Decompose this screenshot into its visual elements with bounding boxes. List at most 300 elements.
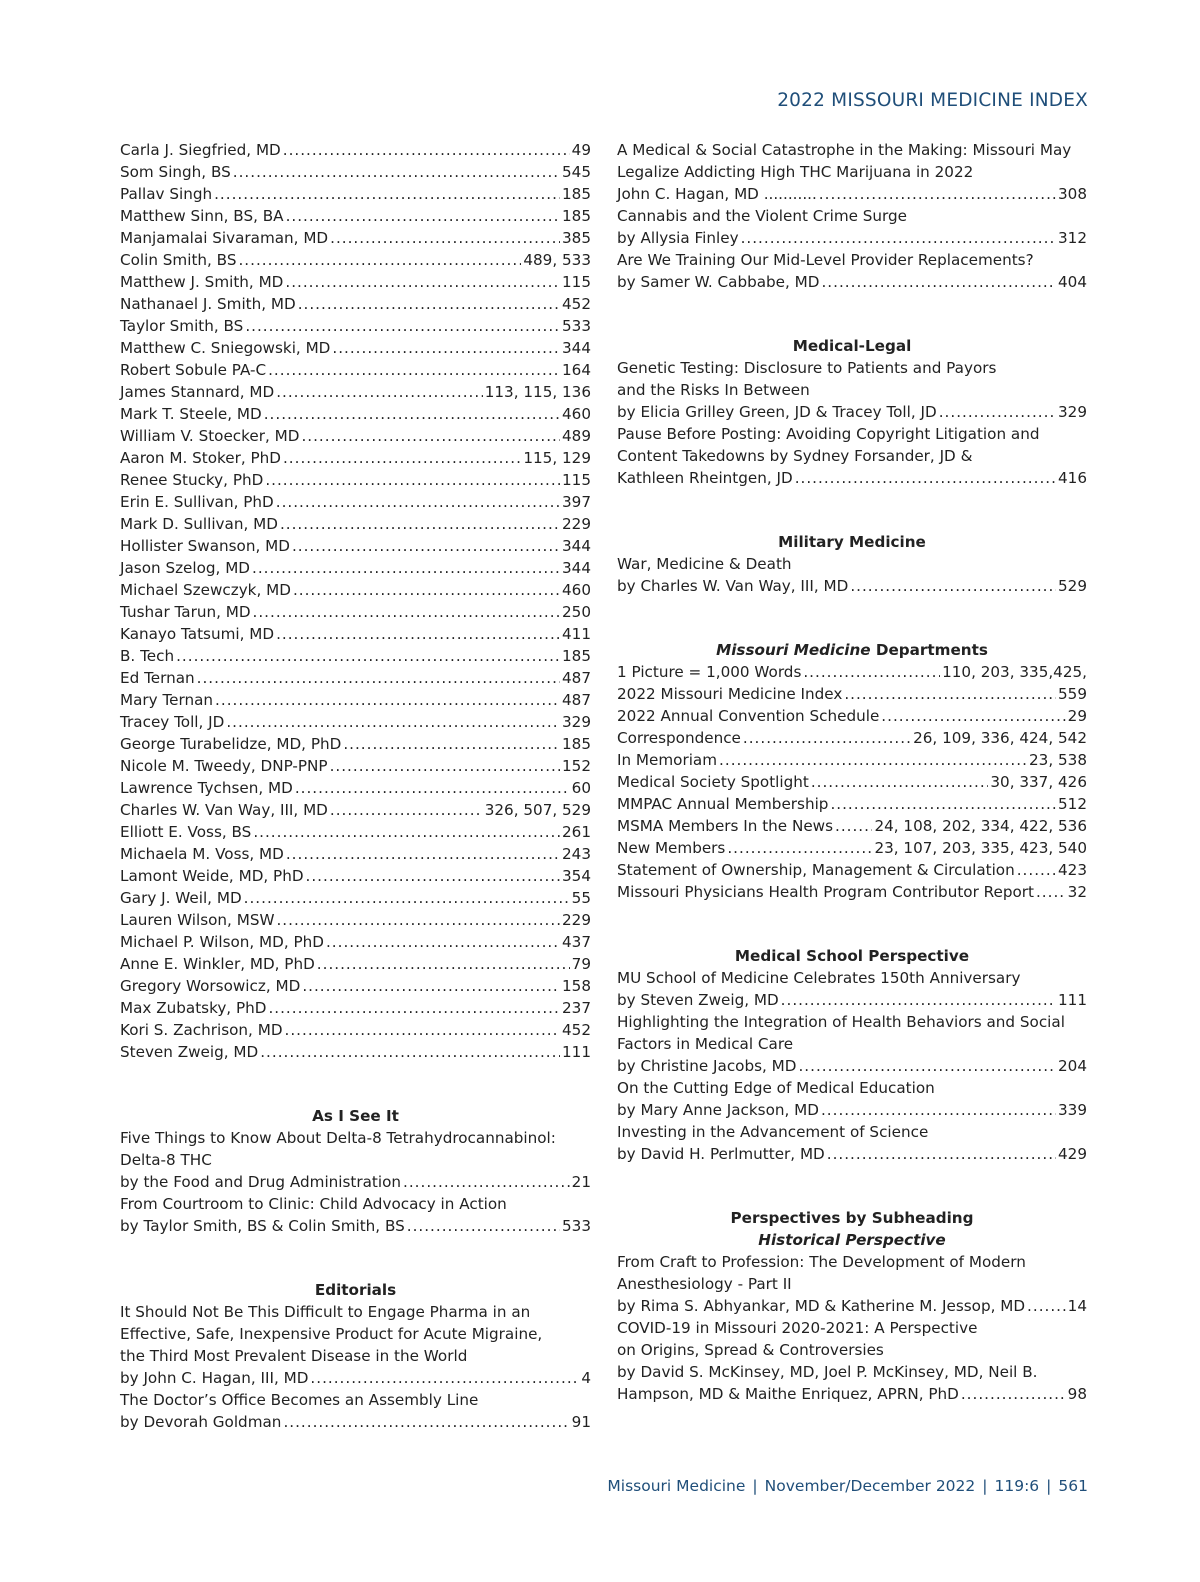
dot-leader bbox=[798, 1055, 1056, 1077]
dot-leader bbox=[827, 1143, 1056, 1165]
entry-text: Pallav Singh bbox=[120, 185, 213, 203]
page-numbers: 312 bbox=[1058, 229, 1087, 247]
page-numbers: 60 bbox=[571, 779, 591, 797]
page-numbers: 185 bbox=[562, 207, 591, 225]
author-entry bbox=[120, 667, 591, 689]
entry-text: Kanayo Tatsumi, MD bbox=[120, 625, 275, 643]
dot-leader bbox=[245, 315, 560, 337]
author-entry bbox=[120, 623, 591, 645]
entry-text: James Stannard, MD bbox=[120, 383, 275, 401]
author-entry bbox=[120, 777, 591, 799]
title-line: Investing in the Advancement of Science bbox=[617, 1123, 929, 1141]
index-entry bbox=[120, 1215, 591, 1237]
entry-text: Max Zubatsky, PhD bbox=[120, 999, 267, 1017]
entry-text: Ed Ternan bbox=[120, 669, 195, 687]
entry-text: Missouri Physicians Health Program Contributor Report bbox=[617, 883, 1034, 901]
page-numbers: 326, 507, 529 bbox=[484, 801, 591, 819]
dot-leader bbox=[301, 425, 560, 447]
page-numbers: 185 bbox=[562, 185, 591, 203]
author-entry bbox=[120, 183, 591, 205]
author-entry bbox=[120, 205, 591, 227]
dot-leader bbox=[743, 727, 911, 749]
entry-text: by Elicia Grilley Green, JD & Tracey Toll, JD bbox=[617, 403, 937, 421]
index-entry bbox=[617, 467, 1087, 489]
title-line: The Doctor’s Office Becomes an Assembly Line bbox=[120, 1391, 479, 1409]
department-entry bbox=[617, 683, 1087, 705]
entry-text: Nicole M. Tweedy, DNP-PNP bbox=[120, 757, 328, 775]
author-entry bbox=[120, 447, 591, 469]
dot-leader bbox=[253, 821, 560, 843]
dot-leader bbox=[741, 227, 1056, 249]
footer-page-number: 561 bbox=[1058, 1477, 1088, 1495]
entry-text: by John C. Hagan, III, MD bbox=[120, 1369, 309, 1387]
page-numbers: 329 bbox=[1058, 403, 1087, 421]
page-numbers: 533 bbox=[562, 1217, 591, 1235]
entry-text: Colin Smith, BS bbox=[120, 251, 237, 269]
entry-text: Kathleen Rheintgen, JD bbox=[617, 469, 793, 487]
page-numbers: 32 bbox=[1067, 883, 1087, 901]
author-entry bbox=[120, 271, 591, 293]
entry-text: 1 Picture = 1,000 Words bbox=[617, 663, 802, 681]
index-entry bbox=[617, 575, 1087, 597]
entry-text: Michael P. Wilson, MD, PhD bbox=[120, 933, 324, 951]
author-entry bbox=[120, 227, 591, 249]
page-numbers: 158 bbox=[562, 977, 591, 995]
page-numbers: 91 bbox=[571, 1413, 591, 1431]
entry-text: Statement of Ownership, Management & Circulation bbox=[617, 861, 1015, 879]
section-heading bbox=[617, 639, 1087, 661]
dot-leader bbox=[253, 601, 560, 623]
page-numbers: 489 bbox=[562, 427, 591, 445]
page-numbers: 487 bbox=[562, 691, 591, 709]
entry-text: Matthew Sinn, BS, BA bbox=[120, 207, 284, 225]
dot-leader bbox=[781, 989, 1056, 1011]
entry-text: by Mary Anne Jackson, MD bbox=[617, 1101, 819, 1119]
dot-leader bbox=[286, 843, 560, 865]
author-entry bbox=[120, 821, 591, 843]
section-heading: Editorials bbox=[314, 1281, 397, 1299]
index-entry bbox=[617, 271, 1087, 293]
section-heading: Perspectives by Subheading bbox=[730, 1209, 974, 1227]
entry-text: Tushar Tarun, MD bbox=[120, 603, 251, 621]
page-numbers: 460 bbox=[562, 405, 591, 423]
title-line: On the Cutting Edge of Medical Education bbox=[617, 1079, 935, 1097]
entry-text: by the Food and Drug Administration bbox=[120, 1173, 402, 1191]
page-numbers: 115, 129 bbox=[523, 449, 591, 467]
author-entry bbox=[120, 909, 591, 931]
page-numbers: 111 bbox=[562, 1043, 591, 1061]
entry-text: William V. Stoecker, MD bbox=[120, 427, 300, 445]
page-numbers: 354 bbox=[562, 867, 591, 885]
footer-volume: 119:6 bbox=[994, 1477, 1040, 1495]
entry-text: 2022 Annual Convention Schedule bbox=[617, 707, 880, 725]
dot-leader bbox=[343, 733, 560, 755]
title-line: A Medical & Social Catastrophe in the Making: Missouri May bbox=[617, 141, 1072, 159]
footer-issue: November/December 2022 bbox=[764, 1477, 976, 1495]
title-line: by David S. McKinsey, MD, Joel P. McKinsey, MD, Neil B. bbox=[617, 1363, 1038, 1381]
department-entry bbox=[617, 859, 1087, 881]
dot-leader bbox=[939, 401, 1056, 423]
dot-leader bbox=[306, 865, 560, 887]
dot-leader bbox=[238, 249, 521, 271]
title-line: Are We Training Our Mid-Level Provider Replacements? bbox=[617, 251, 1034, 269]
entry-text: Anne E. Winkler, MD, PhD bbox=[120, 955, 315, 973]
dot-leader bbox=[252, 557, 560, 579]
title-line: Effective, Safe, Inexpensive Product for Acute Migraine, bbox=[120, 1325, 543, 1343]
page-numbers: 229 bbox=[562, 515, 591, 533]
index-entry bbox=[617, 1295, 1087, 1317]
dot-leader bbox=[819, 183, 1056, 205]
dot-leader bbox=[330, 755, 560, 777]
dot-leader bbox=[280, 513, 560, 535]
dot-leader bbox=[302, 975, 560, 997]
department-entry bbox=[617, 727, 1087, 749]
title-line: Five Things to Know About Delta-8 Tetrahydrocannabinol: bbox=[120, 1129, 556, 1147]
page-numbers: 29 bbox=[1067, 707, 1087, 725]
page-numbers: 344 bbox=[562, 559, 591, 577]
page-numbers: 344 bbox=[562, 339, 591, 357]
index-entry bbox=[617, 989, 1087, 1011]
running-header: 2022 MISSOURI MEDICINE INDEX bbox=[777, 90, 1088, 111]
dot-leader bbox=[295, 777, 570, 799]
entry-text: Nathanael J. Smith, MD bbox=[120, 295, 296, 313]
entry-text: Medical Society Spotlight bbox=[617, 773, 809, 791]
dot-leader bbox=[298, 293, 560, 315]
entry-text: Taylor Smith, BS bbox=[120, 317, 244, 335]
page-numbers: 4 bbox=[581, 1369, 591, 1387]
department-entry bbox=[617, 661, 1087, 683]
page-numbers: 185 bbox=[562, 735, 591, 753]
author-entry bbox=[120, 469, 591, 491]
page-numbers: 423 bbox=[1058, 861, 1087, 879]
entry-text: Matthew J. Smith, MD bbox=[120, 273, 284, 291]
dot-leader bbox=[403, 1171, 570, 1193]
author-entry bbox=[120, 139, 591, 161]
dot-leader bbox=[285, 1019, 560, 1041]
author-entry bbox=[120, 381, 591, 403]
author-entry bbox=[120, 601, 591, 623]
page-numbers: 512 bbox=[1058, 795, 1087, 813]
title-line: Legalize Addicting High THC Marijuana in 2022 bbox=[617, 163, 974, 181]
entry-text: Correspondence bbox=[617, 729, 741, 747]
dot-leader bbox=[881, 705, 1065, 727]
author-entry bbox=[120, 491, 591, 513]
dot-leader bbox=[276, 491, 560, 513]
title-line: From Courtroom to Clinic: Child Advocacy in Action bbox=[120, 1195, 507, 1213]
dot-leader bbox=[850, 575, 1056, 597]
dot-leader bbox=[803, 661, 940, 683]
entry-text: Manjamalai Sivaraman, MD bbox=[120, 229, 329, 247]
dot-leader bbox=[260, 1041, 560, 1063]
page-numbers: 404 bbox=[1058, 273, 1087, 291]
index-entry bbox=[120, 1367, 591, 1389]
page-numbers: 243 bbox=[562, 845, 591, 863]
page-numbers: 229 bbox=[562, 911, 591, 929]
author-entry bbox=[120, 513, 591, 535]
page-numbers: 533 bbox=[562, 317, 591, 335]
dot-leader bbox=[268, 359, 560, 381]
entry-text: by Steven Zweig, MD bbox=[617, 991, 779, 1009]
author-entry bbox=[120, 1019, 591, 1041]
entry-text: Jason Szelog, MD bbox=[120, 559, 251, 577]
dot-leader bbox=[727, 837, 872, 859]
author-entry bbox=[120, 689, 591, 711]
dot-leader bbox=[244, 887, 570, 909]
title-line: Delta-8 THC bbox=[120, 1151, 212, 1169]
dot-leader bbox=[276, 623, 560, 645]
page-numbers: 24, 108, 202, 334, 422, 536 bbox=[874, 817, 1087, 835]
dot-leader bbox=[330, 227, 560, 249]
footer-separator: | bbox=[752, 1477, 758, 1495]
page-numbers: 250 bbox=[562, 603, 591, 621]
author-entry bbox=[120, 337, 591, 359]
title-line: Content Takedowns by Sydney Forsander, JD & bbox=[617, 447, 973, 465]
author-entry bbox=[120, 557, 591, 579]
page-numbers: 339 bbox=[1058, 1101, 1087, 1119]
page-numbers: 545 bbox=[562, 163, 591, 181]
author-entry bbox=[120, 293, 591, 315]
entry-text: Robert Sobule PA-C bbox=[120, 361, 267, 379]
author-entry bbox=[120, 403, 591, 425]
page-numbers: 344 bbox=[562, 537, 591, 555]
entry-text: Som Singh, BS bbox=[120, 163, 231, 181]
dot-leader bbox=[233, 161, 560, 183]
page-footer bbox=[607, 1477, 1088, 1495]
title-line: Factors in Medical Care bbox=[617, 1035, 794, 1053]
author-entry bbox=[120, 865, 591, 887]
dot-leader bbox=[811, 771, 989, 793]
dot-leader bbox=[407, 1215, 560, 1237]
dot-leader bbox=[310, 1367, 579, 1389]
author-entry bbox=[120, 953, 591, 975]
page-numbers: 115 bbox=[562, 273, 591, 291]
dot-leader bbox=[326, 931, 560, 953]
entry-text: Michaela M. Voss, MD bbox=[120, 845, 284, 863]
entry-text: Charles W. Van Way, III, MD bbox=[120, 801, 328, 819]
title-line: on Origins, Spread & Controversies bbox=[617, 1341, 884, 1359]
author-entry bbox=[120, 249, 591, 271]
entry-text: Matthew C. Sniegowski, MD bbox=[120, 339, 331, 357]
entry-text: Mark D. Sullivan, MD bbox=[120, 515, 278, 533]
right-column bbox=[617, 139, 1087, 1405]
department-entry bbox=[617, 815, 1087, 837]
entry-text: by David H. Perlmutter, MD bbox=[617, 1145, 825, 1163]
page-numbers: 110, 203, 335,425, bbox=[942, 663, 1087, 681]
footer-journal: Missouri Medicine bbox=[607, 1477, 746, 1495]
page-numbers: 416 bbox=[1058, 469, 1087, 487]
dot-leader bbox=[844, 683, 1056, 705]
author-entry bbox=[120, 733, 591, 755]
entry-text: Renee Stucky, PhD bbox=[120, 471, 264, 489]
page-numbers: 460 bbox=[562, 581, 591, 599]
dot-leader bbox=[821, 271, 1056, 293]
dot-leader bbox=[265, 469, 560, 491]
dot-leader bbox=[830, 793, 1056, 815]
dot-leader bbox=[276, 381, 483, 403]
dot-leader bbox=[268, 997, 560, 1019]
page-numbers: 152 bbox=[562, 757, 591, 775]
entry-text: Aaron M. Stoker, PhD bbox=[120, 449, 281, 467]
dot-leader bbox=[283, 1411, 569, 1433]
entry-text: Lawrence Tychsen, MD bbox=[120, 779, 293, 797]
department-entry bbox=[617, 837, 1087, 859]
index-entry bbox=[120, 1171, 591, 1193]
dot-leader bbox=[293, 579, 560, 601]
title-line: Pause Before Posting: Avoiding Copyright Litigation and bbox=[617, 425, 1040, 443]
entry-text: New Members bbox=[617, 839, 726, 857]
page-numbers: 98 bbox=[1067, 1385, 1087, 1403]
author-entry bbox=[120, 579, 591, 601]
index-entry bbox=[617, 227, 1087, 249]
dot-leader bbox=[215, 689, 560, 711]
entry-text: by Charles W. Van Way, III, MD bbox=[617, 577, 849, 595]
page-numbers: 237 bbox=[562, 999, 591, 1017]
dot-leader bbox=[276, 909, 560, 931]
dot-leader bbox=[264, 403, 560, 425]
entry-text: Lamont Weide, MD, PhD bbox=[120, 867, 304, 885]
title-line: War, Medicine & Death bbox=[617, 555, 792, 573]
page-numbers: 204 bbox=[1058, 1057, 1087, 1075]
index-entry bbox=[617, 1055, 1087, 1077]
page-numbers: 21 bbox=[571, 1173, 591, 1191]
department-entry bbox=[617, 881, 1087, 903]
page-numbers: 30, 337, 426 bbox=[990, 773, 1087, 791]
dot-leader bbox=[226, 711, 560, 733]
page-numbers: 55 bbox=[571, 889, 591, 907]
index-entry bbox=[617, 1099, 1087, 1121]
entry-text: by Rima S. Abhyankar, MD & Katherine M. Jessop, MD bbox=[617, 1297, 1026, 1315]
author-entry bbox=[120, 931, 591, 953]
entry-text: B. Tech bbox=[120, 647, 175, 665]
index-entry bbox=[617, 401, 1087, 423]
author-entry bbox=[120, 711, 591, 733]
entry-text: Mary Ternan bbox=[120, 691, 214, 709]
entry-text: Elliott E. Voss, BS bbox=[120, 823, 252, 841]
page-numbers: 452 bbox=[562, 1021, 591, 1039]
entry-text: Lauren Wilson, MSW bbox=[120, 911, 275, 929]
footer-separator: | bbox=[982, 1477, 988, 1495]
footer-separator: | bbox=[1046, 1477, 1052, 1495]
dot-leader bbox=[1027, 1295, 1066, 1317]
page-numbers: 411 bbox=[562, 625, 591, 643]
section-heading: Medical School Perspective bbox=[734, 947, 970, 965]
title-line: Highlighting the Integration of Health Behaviors and Social bbox=[617, 1013, 1065, 1031]
page-numbers: 489, 533 bbox=[523, 251, 591, 269]
page-numbers: 452 bbox=[562, 295, 591, 313]
author-entry bbox=[120, 425, 591, 447]
department-entry bbox=[617, 749, 1087, 771]
title-line: COVID-19 in Missouri 2020-2021: A Perspective bbox=[617, 1319, 978, 1337]
dot-leader bbox=[197, 667, 560, 689]
page-numbers: 113, 115, 136 bbox=[484, 383, 591, 401]
author-entry bbox=[120, 887, 591, 909]
author-entry bbox=[120, 315, 591, 337]
page-numbers: 49 bbox=[571, 141, 591, 159]
page-numbers: 164 bbox=[562, 361, 591, 379]
entry-text: Carla J. Siegfried, MD bbox=[120, 141, 281, 159]
page-numbers: 23, 538 bbox=[1029, 751, 1087, 769]
section-heading: Medical-Legal bbox=[792, 337, 912, 355]
page-numbers: 26, 109, 336, 424, 542 bbox=[913, 729, 1087, 747]
entry-text: Erin E. Sullivan, PhD bbox=[120, 493, 274, 511]
title-line: the Third Most Prevalent Disease in the World bbox=[120, 1347, 468, 1365]
author-entry bbox=[120, 755, 591, 777]
left-column bbox=[120, 139, 591, 1433]
author-entry bbox=[120, 799, 591, 821]
entry-text: by Christine Jacobs, MD bbox=[617, 1057, 797, 1075]
author-entry bbox=[120, 1041, 591, 1063]
title-line: Anesthesiology - Part II bbox=[617, 1275, 792, 1293]
dot-leader bbox=[283, 139, 570, 161]
entry-text: Hollister Swanson, MD bbox=[120, 537, 290, 555]
section-heading-italic: Missouri Medicine bbox=[716, 641, 871, 659]
page-numbers: 185 bbox=[562, 647, 591, 665]
page-numbers: 308 bbox=[1058, 185, 1087, 203]
entry-text: Kori S. Zachrison, MD bbox=[120, 1021, 283, 1039]
entry-text: Gary J. Weil, MD bbox=[120, 889, 242, 907]
dot-leader bbox=[214, 183, 560, 205]
index-entry bbox=[617, 1143, 1087, 1165]
section-heading: Military Medicine bbox=[778, 533, 926, 551]
author-entry bbox=[120, 535, 591, 557]
entry-text: Michael Szewczyk, MD bbox=[120, 581, 291, 599]
page-numbers: 115 bbox=[562, 471, 591, 489]
dot-leader bbox=[285, 271, 560, 293]
dot-leader bbox=[835, 815, 872, 837]
dot-leader bbox=[332, 337, 560, 359]
entry-text: by Samer W. Cabbabe, MD bbox=[617, 273, 820, 291]
entry-text: In Memoriam bbox=[617, 751, 718, 769]
index-entry bbox=[120, 1411, 591, 1433]
entry-text: Tracey Toll, JD bbox=[120, 713, 225, 731]
title-line: Cannabis and the Violent Crime Surge bbox=[617, 207, 908, 225]
page-numbers: 23, 107, 203, 335, 423, 540 bbox=[874, 839, 1087, 857]
author-entry bbox=[120, 975, 591, 997]
page-numbers: 437 bbox=[562, 933, 591, 951]
title-line: MU School of Medicine Celebrates 150th Anniversary bbox=[617, 969, 1021, 987]
entry-text: 2022 Missouri Medicine Index bbox=[617, 685, 843, 703]
title-line: From Craft to Profession: The Development of Modern bbox=[617, 1253, 1026, 1271]
page-numbers: 329 bbox=[562, 713, 591, 731]
dot-leader bbox=[1017, 859, 1056, 881]
dot-leader bbox=[961, 1383, 1066, 1405]
department-entry bbox=[617, 793, 1087, 815]
department-entry bbox=[617, 771, 1087, 793]
department-entry bbox=[617, 705, 1087, 727]
dot-leader bbox=[176, 645, 560, 667]
title-line: It Should Not Be This Difficult to Engage Pharma in an bbox=[120, 1303, 531, 1321]
entry-text: John C. Hagan, MD ........... bbox=[617, 185, 817, 203]
dot-leader bbox=[1036, 881, 1066, 903]
dot-leader bbox=[719, 749, 1027, 771]
entry-text: MMPAC Annual Membership bbox=[617, 795, 829, 813]
dot-leader bbox=[286, 205, 560, 227]
entry-text: Gregory Worsowicz, MD bbox=[120, 977, 301, 995]
page-numbers: 429 bbox=[1058, 1145, 1087, 1163]
page-numbers: 397 bbox=[562, 493, 591, 511]
entry-text: MSMA Members In the News bbox=[617, 817, 833, 835]
dot-leader bbox=[795, 467, 1056, 489]
dot-leader bbox=[292, 535, 560, 557]
title-line: and the Risks In Between bbox=[617, 381, 810, 399]
page-numbers: 79 bbox=[571, 955, 591, 973]
author-entry bbox=[120, 161, 591, 183]
dot-leader bbox=[821, 1099, 1056, 1121]
entry-text: Mark T. Steele, MD bbox=[120, 405, 262, 423]
page-numbers: 385 bbox=[562, 229, 591, 247]
entry-text: by Allysia Finley bbox=[617, 229, 739, 247]
page-numbers: 14 bbox=[1067, 1297, 1087, 1315]
